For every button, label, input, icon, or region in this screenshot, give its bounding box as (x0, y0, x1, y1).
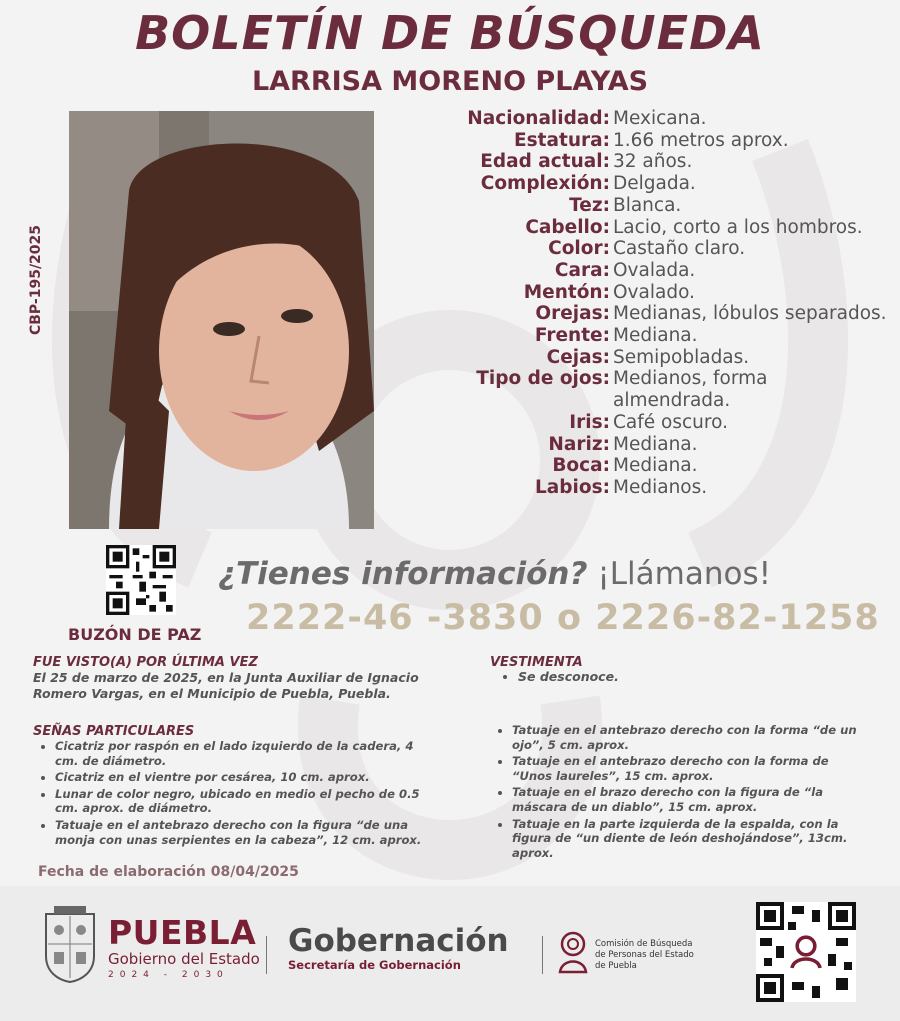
case-id: CBP-195/2025 (28, 224, 44, 336)
cta-question: ¿Tienes información? (218, 556, 588, 592)
puebla-logo (108, 913, 260, 980)
detail-row (420, 282, 890, 304)
list-item: • Lunar de color negro, ubicado en medio el pecho de 0.5 cm. aprox. de diámetro. (55, 787, 433, 816)
footer (0, 886, 900, 1021)
creation-date: Fecha de elaboración 08/04/2025 (38, 864, 299, 880)
distinguishing-marks-section (33, 724, 433, 849)
detail-row (420, 455, 890, 477)
detail-label: Labios: (535, 476, 610, 498)
detail-row (420, 368, 890, 411)
detail-value: 1.66 metros aprox. (613, 129, 789, 151)
coat-of-arms-icon (42, 906, 98, 984)
divider (542, 936, 543, 974)
detail-row (420, 195, 890, 217)
detail-value: Delgada. (613, 173, 696, 195)
list-item: • Tatuaje en el brazo derecho con la figura de “la máscara de un diablo”, 15 cm. aprox. (512, 785, 865, 814)
detail-label: Cejas: (546, 346, 610, 368)
person-photo (69, 111, 374, 529)
marks-list (33, 739, 433, 847)
tattoos-section (490, 723, 865, 862)
clothing-section (490, 655, 870, 687)
detail-label: Color: (548, 238, 610, 260)
detail-value: Medianos. (613, 476, 708, 498)
detail-row (420, 217, 890, 239)
detail-label: Cabello: (525, 216, 610, 238)
cta-call: ¡Llámanos! (597, 556, 772, 592)
detail-label: Boca: (552, 455, 610, 477)
detail-label: Cara: (554, 259, 610, 281)
detail-row (420, 130, 890, 152)
list-item: • Cicatriz en el vientre por cesárea, 10 cm. aprox. (55, 770, 433, 785)
last-seen-text: El 25 de marzo de 2025, en la Junta Auxiliar de Ignacio Romero Vargas, en el Municipio de Puebla, Puebla. (33, 670, 419, 701)
commission-logo-icon (556, 930, 590, 974)
commission-text-line: Comisión de Búsqueda (595, 939, 693, 949)
detail-value: Medianos, forma almendrada. (613, 368, 768, 412)
detail-value: Blanca. (613, 194, 682, 216)
detail-label: Frente: (534, 325, 610, 347)
detail-row (420, 173, 890, 195)
detail-value: Castaño claro. (613, 238, 746, 260)
detail-row (420, 347, 890, 369)
detail-label: Iris: (569, 411, 610, 433)
detail-value: Mediana. (613, 325, 698, 347)
detail-value: Medianas, lóbulos separados. (613, 303, 887, 325)
puebla-subtitle: Gobierno del Estado (108, 950, 260, 968)
physical-details (420, 108, 890, 499)
detail-value: Ovalada. (613, 259, 696, 281)
list-item: • Tatuaje en la parte izquierda de la espalda, con la figura de “un diente de león deshojándose”, 13cm. aprox. (512, 817, 865, 861)
qr-code-icon[interactable] (105, 545, 177, 615)
detail-label: Edad actual: (480, 151, 610, 173)
last-seen-section (33, 655, 463, 702)
detail-label: Tez: (569, 194, 610, 216)
detail-value: Mediana. (613, 433, 698, 455)
commission-text-line: de Personas del Estado (595, 950, 694, 960)
list-item: • Cicatriz por raspón en el lado izquierdo de la cadera, 4 cm. de diámetro. (55, 739, 433, 768)
marks-heading: SEÑAS PARTICULARES (33, 724, 195, 739)
detail-label: Complexión: (480, 173, 610, 195)
tattoo-list (490, 723, 865, 860)
qr-code-icon[interactable] (756, 902, 856, 1002)
detail-label: Nacionalidad: (467, 108, 610, 129)
detail-row (420, 412, 890, 434)
detail-value: Lacio, corto a los hombros. (613, 216, 863, 238)
divider (266, 936, 267, 974)
gobernacion-wordmark: Gobernación (288, 923, 509, 959)
detail-value: 32 años. (613, 151, 693, 173)
last-seen-heading: FUE VISTO(A) POR ÚLTIMA VEZ (33, 655, 258, 670)
detail-value: Café oscuro. (613, 411, 728, 433)
clothing-heading: VESTIMENTA (490, 655, 583, 670)
detail-row (420, 434, 890, 456)
detail-label: Estatura: (514, 129, 610, 151)
detail-row (420, 238, 890, 260)
commission-text (595, 939, 715, 972)
puebla-wordmark: PUEBLA (108, 913, 257, 952)
gobernacion-logo (288, 924, 509, 972)
detail-row (420, 151, 890, 173)
detail-label: Tipo de ojos: (476, 368, 610, 390)
detail-label: Orejas: (535, 303, 610, 325)
detail-label: Mentón: (523, 281, 610, 303)
phone-numbers[interactable]: 2222-46 -3830 o 2226-82-1258 (246, 598, 880, 638)
list-item: • Se desconoce. (518, 670, 870, 685)
detail-row (420, 477, 890, 499)
detail-value: Ovalado. (613, 281, 695, 303)
detail-value: Semipobladas. (613, 346, 750, 368)
detail-row (420, 303, 890, 325)
clothing-list (490, 670, 870, 685)
bulletin-title: BOLETÍN DE BÚSQUEDA (135, 6, 765, 60)
detail-value: Mediana. (613, 455, 698, 477)
gobernacion-subtitle: Secretaría de Gobernación (288, 958, 461, 972)
detail-row (420, 325, 890, 347)
commission-text-line: de Puebla (595, 961, 637, 971)
detail-label: Nariz: (548, 433, 610, 455)
detail-value: Mexicana. (613, 108, 707, 129)
buzon-de-paz-label: BUZÓN DE PAZ (68, 625, 202, 644)
list-item: • Tatuaje en el antebrazo derecho con la forma de “Unos laureles”, 15 cm. aprox. (512, 754, 865, 783)
detail-row (420, 108, 890, 130)
list-item: • Tatuaje en el antebrazo derecho con la figura “de una monja con unas serpientes en la cabeza”, 12 cm. aprox. (55, 818, 433, 847)
call-to-action (218, 556, 898, 592)
missing-person-name: LARRISA MORENO PLAYAS (251, 66, 649, 97)
detail-row (420, 260, 890, 282)
puebla-years: 2024 - 2030 (108, 970, 229, 980)
list-item: • Tatuaje en el antebrazo derecho con la forma “de un ojo”, 5 cm. aprox. (512, 723, 865, 752)
